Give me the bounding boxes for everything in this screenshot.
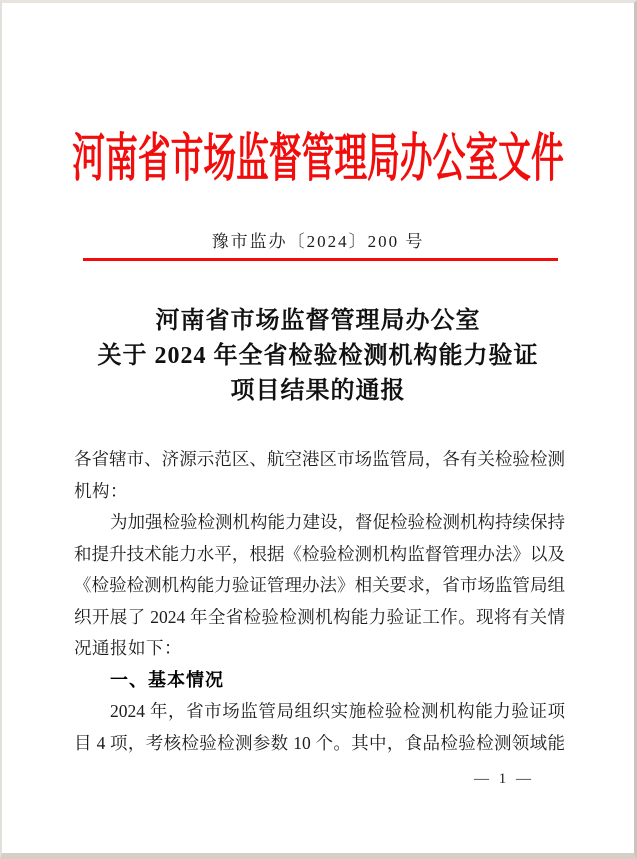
section-1-heading: 一、基本情况: [110, 669, 224, 690]
document-title: [2, 304, 634, 409]
page-number: — 1 —: [474, 771, 534, 787]
document-body: [74, 444, 565, 759]
paragraph-1-line-4: 织开展了 2024 年全省检验检测机构能力验证工作。现将有关情: [74, 606, 565, 627]
paragraph-1-line-2: 和提升技术能力水平，根据《检验检测机构监督管理办法》以及: [74, 543, 565, 564]
document-title-line-3: 项目结果的通报: [230, 378, 406, 404]
paragraph-1-line-1: 为加强检验检测机构能力建设，督促检验检测机构持续保持: [110, 512, 565, 532]
paragraph-1-line-3: 《检验检测机构能力验证管理办法》相关要求，省市场监管局组: [74, 575, 565, 595]
letterhead-title: 河南省市场监督管理局办公室文件: [72, 131, 564, 188]
paragraph-1-line-5: 况通报如下：: [74, 638, 182, 658]
document-number: 豫市监办〔2024〕200 号: [211, 232, 425, 251]
letterhead: [2, 127, 634, 193]
document-title-line-2: 关于 2024 年全省检验检测机构能力验证: [97, 343, 539, 369]
salutation-line-2: 机构：: [74, 480, 128, 501]
red-divider-line: [83, 258, 558, 261]
salutation-line-1: 各省辖市、济源示范区、航空港区市场监管局，各有关检验检测: [74, 449, 565, 469]
document-title-line-1: 河南省市场监督管理局办公室: [155, 308, 481, 334]
paragraph-2-line-2: 目 4 项，考核检验检测参数 10 个。其中，食品检验检测领域能: [74, 732, 565, 753]
paragraph-2-line-1: 2024 年，省市场监管局组织实施检验检测机构能力验证项: [110, 701, 565, 721]
